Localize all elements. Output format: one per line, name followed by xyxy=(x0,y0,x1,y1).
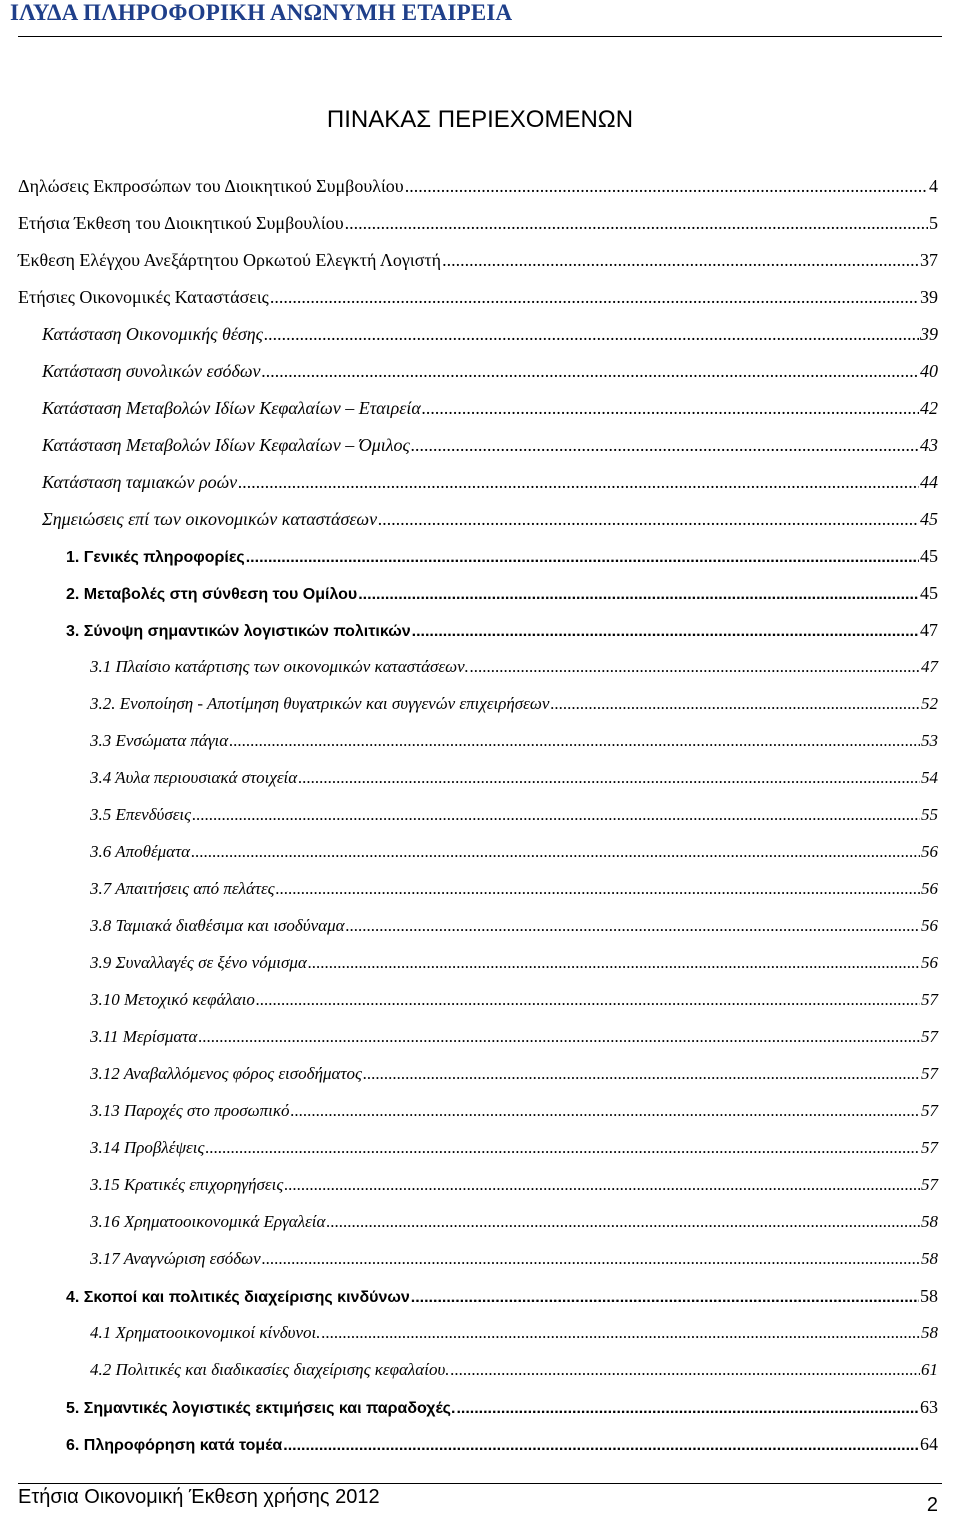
toc-entry[interactable]: Σημειώσεις επί των οικονομικών καταστάσεων ..... 45 xyxy=(42,505,938,533)
footer-divider xyxy=(18,1483,942,1484)
toc-entry[interactable]: 3.11 Μερίσματα ..... 57 xyxy=(90,1023,938,1051)
company-header: ΙΛΥΔΑ ΠΛΗΡΟΦΟΡΙΚΗ ΑΝΩΝΥΜΗ ΕΤΑΙΡΕΙΑ xyxy=(10,0,513,25)
footer-title: Ετήσια Οικονομική Έκθεση χρήσης 2012 xyxy=(18,1486,380,1508)
toc-entry[interactable]: 4.2 Πολιτικές και διαδικασίες διαχείρισης κεφαλαίου. ..... 61 xyxy=(90,1356,938,1384)
toc-entry[interactable]: 3.2. Ενοποίηση - Αποτίμηση θυγατρικών και συγγενών επιχειρήσεων ..... 52 xyxy=(90,690,938,718)
header-divider xyxy=(18,36,942,37)
toc-entry[interactable]: 3.1 Πλαίσιο κατάρτισης των οικονομικών καταστάσεων. ..... 47 xyxy=(90,653,938,681)
toc-entry[interactable]: 4.1 Χρηματοοικονομικοί κίνδυνοι. ..... 58 xyxy=(90,1319,938,1347)
toc-entry[interactable]: 3.12 Αναβαλλόμενος φόρος εισοδήματος ..... 57 xyxy=(90,1060,938,1088)
toc-entry[interactable]: 3.13 Παροχές στο προσωπικό ..... 57 xyxy=(90,1097,938,1125)
toc-entry[interactable]: 3.4 Άυλα περιουσιακά στοιχεία ..... 54 xyxy=(90,764,938,792)
toc-entry[interactable]: Έκθεση Ελέγχου Ανεξάρτητου Ορκωτού Ελεγκτή Λογιστή ..... 37 xyxy=(18,246,938,274)
toc-entry[interactable]: 2. Μεταβολές στη σύνθεση του Ομίλου ..... 45 xyxy=(66,579,938,607)
toc-entry[interactable]: 1. Γενικές πληροφορίες ..... 45 xyxy=(66,542,938,570)
toc-entry[interactable]: Ετήσιες Οικονομικές Καταστάσεις ..... 39 xyxy=(18,283,938,311)
toc-entry[interactable]: 3.9 Συναλλαγές σε ξένο νόμισμα ..... 56 xyxy=(90,949,938,977)
toc-entry[interactable]: Δηλώσεις Εκπροσώπων του Διοικητικού Συμβουλίου ..... 4 xyxy=(18,172,938,200)
toc-entry[interactable]: 3.15 Κρατικές επιχορηγήσεις ..... 57 xyxy=(90,1171,938,1199)
toc-entry[interactable]: 3. Σύνοψη σημαντικών λογιστικών πολιτικών ..... 47 xyxy=(66,616,938,644)
toc-title: ΠΙΝΑΚΑΣ ΠΕΡΙΕΧΟΜΕΝΩΝ xyxy=(326,106,634,133)
toc-entry[interactable]: 3.3 Ενσώματα πάγια ..... 53 xyxy=(90,727,938,755)
toc-entry[interactable]: Κατάσταση ταμιακών ροών ..... 44 xyxy=(42,468,938,496)
toc-entry[interactable]: 3.14 Προβλέψεις ..... 57 xyxy=(90,1134,938,1162)
toc-entry[interactable]: 3.10 Μετοχικό κεφάλαιο ..... 57 xyxy=(90,986,938,1014)
toc-entry[interactable]: Κατάσταση συνολικών εσόδων ..... 40 xyxy=(42,357,938,385)
toc-entry[interactable]: 3.16 Χρηματοοικονομικά Εργαλεία ..... 58 xyxy=(90,1208,938,1236)
toc-entry[interactable]: 6. Πληροφόρηση κατά τομέα ..... 64 xyxy=(66,1430,938,1458)
toc-entry[interactable]: 5. Σημαντικές λογιστικές εκτιμήσεις και παραδοχές. ..... 63 xyxy=(66,1393,938,1421)
toc-entry[interactable]: Κατάσταση Μεταβολών Ιδίων Κεφαλαίων – Όμιλος ..... 43 xyxy=(42,431,938,459)
toc-entry[interactable]: Κατάσταση Μεταβολών Ιδίων Κεφαλαίων – Εταιρεία ..... 42 xyxy=(42,394,938,422)
toc-entry[interactable]: Ετήσια Έκθεση του Διοικητικού Συμβουλίου ..... 5 xyxy=(18,209,938,237)
toc-entry[interactable]: 3.5 Επενδύσεις ..... 55 xyxy=(90,801,938,829)
toc-entry[interactable]: 3.17 Αναγνώριση εσόδων ..... 58 xyxy=(90,1245,938,1273)
toc-entry[interactable]: 4. Σκοποί και πολιτικές διαχείρισης κινδύνων ..... 58 xyxy=(66,1282,938,1310)
page-number: 2 xyxy=(926,1494,938,1516)
toc-entry[interactable]: 3.8 Ταμιακά διαθέσιμα και ισοδύναμα ..... 56 xyxy=(90,912,938,940)
toc-entry[interactable]: 3.7 Απαιτήσεις από πελάτες ..... 56 xyxy=(90,875,938,903)
toc-entry[interactable]: Κατάσταση Οικονομικής θέσης ..... 39 xyxy=(42,320,938,348)
toc-entry[interactable]: 3.6 Αποθέματα ..... 56 xyxy=(90,838,938,866)
